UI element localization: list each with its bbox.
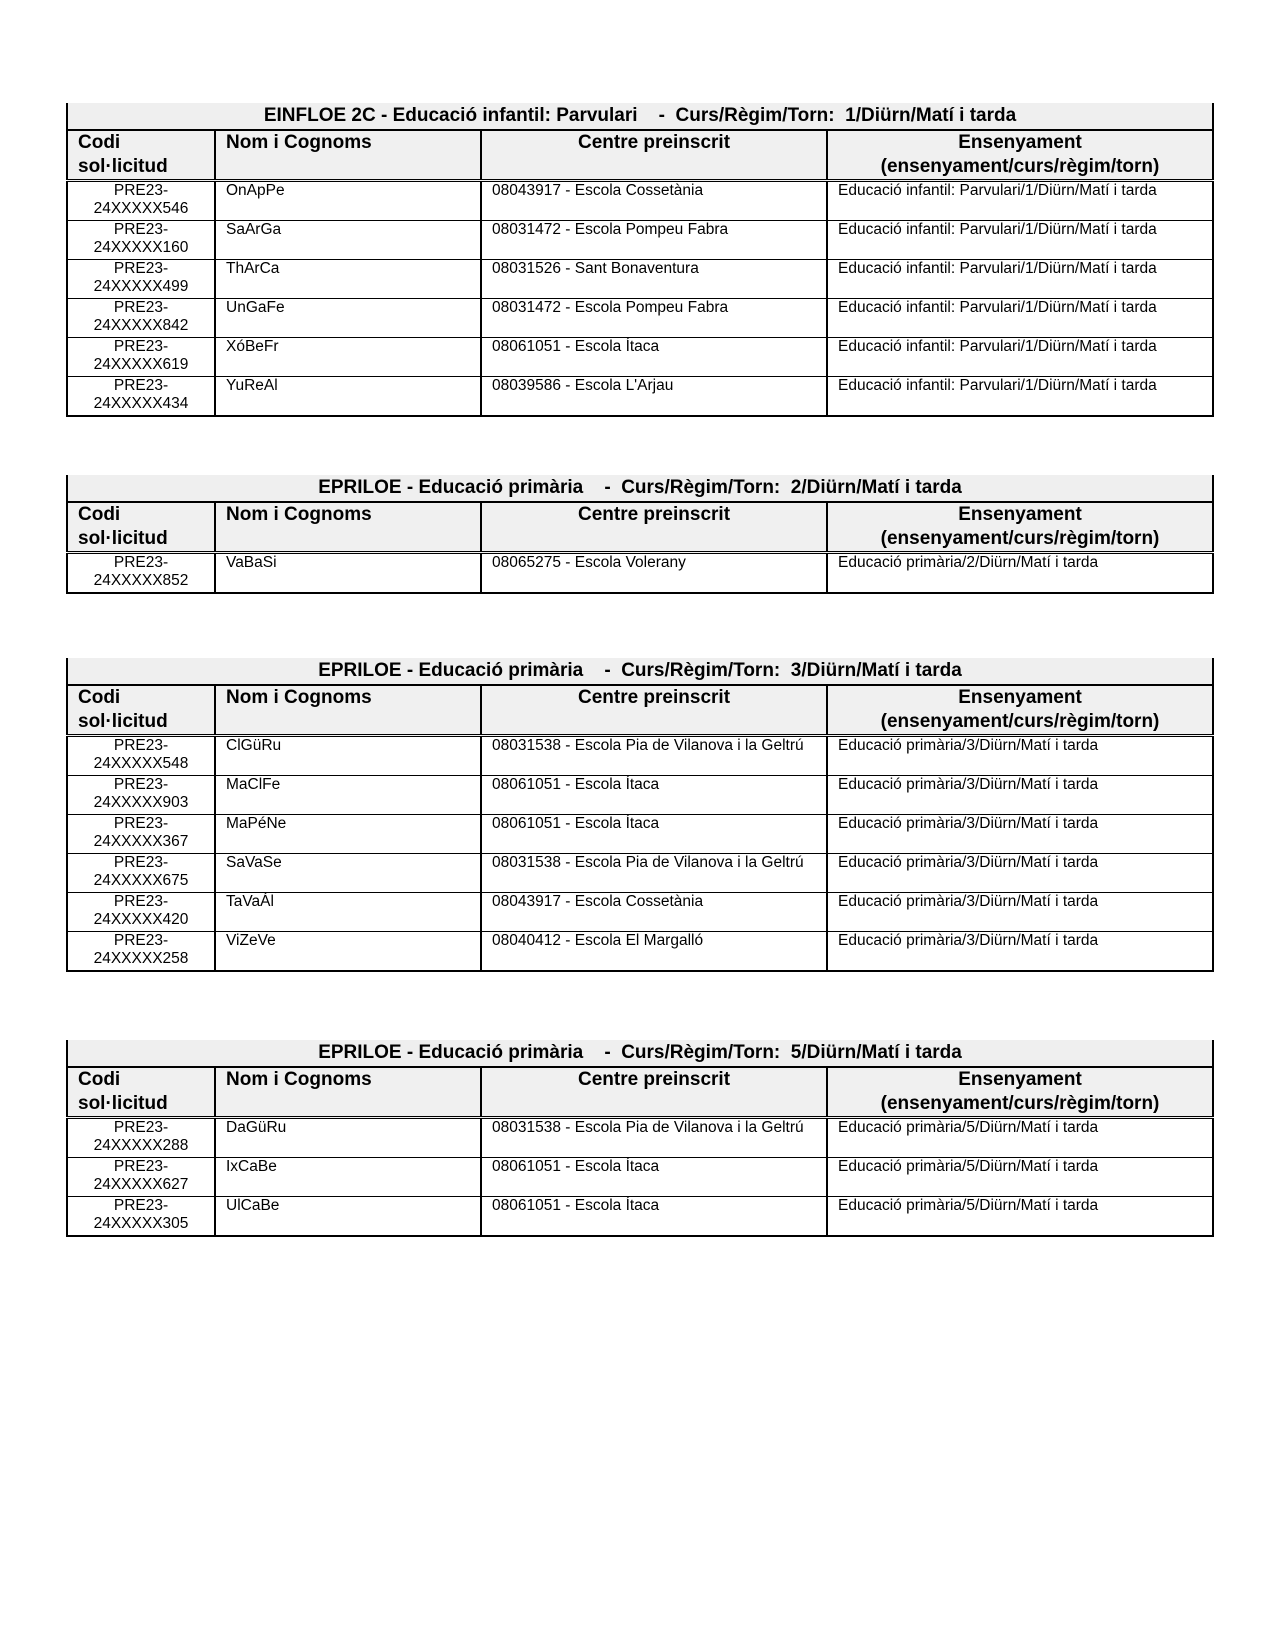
cell-name: VaBaSi <box>215 553 481 594</box>
table-row <box>67 736 1213 776</box>
cell-name: YuReAl <box>215 377 481 417</box>
cell-code: PRE23- 24XXXXX305 <box>67 1197 215 1237</box>
column-header-name: Nom i Cognoms <box>215 1067 481 1118</box>
cell-ensenyament: Educació primària/2/Diürn/Matí i tarda <box>827 553 1213 594</box>
cell-ensenyament: Educació primària/3/Diürn/Matí i tarda <box>827 736 1213 776</box>
column-header-name: Nom i Cognoms <box>215 130 481 181</box>
column-header-centre: Centre preinscrit <box>481 130 827 181</box>
column-header-name: Nom i Cognoms <box>215 685 481 736</box>
section-title: EPRILOE - Educació primària - Curs/Règim/Torn: 2/Diürn/Matí i tarda <box>67 475 1213 502</box>
table-row <box>67 893 1213 932</box>
column-header-code: Codi sol·licitud <box>67 685 215 736</box>
column-header-code: Codi sol·licitud <box>67 502 215 553</box>
column-header-code: Codi sol·licitud <box>67 130 215 181</box>
section-2 <box>66 475 1212 594</box>
section-title: EINFLOE 2C - Educació infantil: Parvulari - Curs/Règim/Torn: 1/Diürn/Matí i tarda <box>67 103 1213 130</box>
cell-name: ClGüRu <box>215 736 481 776</box>
cell-ensenyament: Educació infantil: Parvulari/1/Diürn/Matí i tarda <box>827 299 1213 338</box>
cell-ensenyament: Educació primària/5/Diürn/Matí i tarda <box>827 1158 1213 1197</box>
cell-name: UlCaBe <box>215 1197 481 1237</box>
table-row <box>67 815 1213 854</box>
cell-name: ViZeVe <box>215 932 481 972</box>
cell-ensenyament: Educació primària/5/Diürn/Matí i tarda <box>827 1197 1213 1237</box>
table-row <box>67 181 1213 221</box>
cell-centre: 08043917 - Escola Cossetània <box>481 893 827 932</box>
column-header-ensenyament: Ensenyament (ensenyament/curs/règim/torn) <box>827 502 1213 553</box>
cell-centre: 08043917 - Escola Cossetània <box>481 181 827 221</box>
cell-name: OnApPe <box>215 181 481 221</box>
cell-name: SaVaSe <box>215 854 481 893</box>
table-row <box>67 854 1213 893</box>
table-row <box>67 221 1213 260</box>
applications-table <box>66 658 1214 972</box>
cell-code: PRE23- 24XXXXX420 <box>67 893 215 932</box>
column-header-centre: Centre preinscrit <box>481 1067 827 1118</box>
cell-name: TaVaÁl <box>215 893 481 932</box>
column-header-ensenyament: Ensenyament (ensenyament/curs/règim/torn) <box>827 1067 1213 1118</box>
cell-centre: 08061051 - Escola Ítaca <box>481 1197 827 1237</box>
cell-ensenyament: Educació primària/3/Diürn/Matí i tarda <box>827 776 1213 815</box>
cell-centre: 08031538 - Escola Pia de Vilanova i la Geltrú <box>481 1118 827 1158</box>
table-row <box>67 338 1213 377</box>
cell-ensenyament: Educació infantil: Parvulari/1/Diürn/Matí i tarda <box>827 181 1213 221</box>
table-row <box>67 1118 1213 1158</box>
column-header-ensenyament: Ensenyament (ensenyament/curs/règim/torn) <box>827 130 1213 181</box>
cell-name: XóBeFr <box>215 338 481 377</box>
cell-name: IxCaBe <box>215 1158 481 1197</box>
cell-centre: 08031472 - Escola Pompeu Fabra <box>481 221 827 260</box>
applications-table <box>66 103 1214 417</box>
table-row <box>67 932 1213 972</box>
column-header-code: Codi sol·licitud <box>67 1067 215 1118</box>
table-row <box>67 776 1213 815</box>
cell-code: PRE23- 24XXXXX434 <box>67 377 215 417</box>
cell-name: DaGüRu <box>215 1118 481 1158</box>
section-title: EPRILOE - Educació primària - Curs/Règim/Torn: 5/Diürn/Matí i tarda <box>67 1040 1213 1067</box>
cell-name: UnGaFe <box>215 299 481 338</box>
cell-code: PRE23- 24XXXXX258 <box>67 932 215 972</box>
table-row <box>67 299 1213 338</box>
cell-code: PRE23- 24XXXXX546 <box>67 181 215 221</box>
cell-code: PRE23- 24XXXXX842 <box>67 299 215 338</box>
cell-ensenyament: Educació primària/3/Diürn/Matí i tarda <box>827 932 1213 972</box>
cell-code: PRE23- 24XXXXX367 <box>67 815 215 854</box>
cell-code: PRE23- 24XXXXX160 <box>67 221 215 260</box>
table-row <box>67 1197 1213 1237</box>
column-header-centre: Centre preinscrit <box>481 502 827 553</box>
cell-centre: 08031526 - Sant Bonaventura <box>481 260 827 299</box>
table-row <box>67 553 1213 594</box>
cell-centre: 08061051 - Escola Ítaca <box>481 338 827 377</box>
cell-name: MaClFe <box>215 776 481 815</box>
cell-ensenyament: Educació primària/3/Diürn/Matí i tarda <box>827 854 1213 893</box>
cell-code: PRE23- 24XXXXX288 <box>67 1118 215 1158</box>
column-header-name: Nom i Cognoms <box>215 502 481 553</box>
cell-ensenyament: Educació primària/5/Diürn/Matí i tarda <box>827 1118 1213 1158</box>
cell-name: MaPéNe <box>215 815 481 854</box>
cell-ensenyament: Educació primària/3/Diürn/Matí i tarda <box>827 893 1213 932</box>
cell-centre: 08061051 - Escola Ítaca <box>481 815 827 854</box>
cell-ensenyament: Educació primària/3/Diürn/Matí i tarda <box>827 815 1213 854</box>
table-row <box>67 377 1213 417</box>
cell-ensenyament: Educació infantil: Parvulari/1/Diürn/Matí i tarda <box>827 221 1213 260</box>
cell-code: PRE23- 24XXXXX499 <box>67 260 215 299</box>
cell-centre: 08061051 - Escola Ítaca <box>481 1158 827 1197</box>
table-row <box>67 260 1213 299</box>
section-title: EPRILOE - Educació primària - Curs/Règim/Torn: 3/Diürn/Matí i tarda <box>67 658 1213 685</box>
cell-centre: 08031538 - Escola Pia de Vilanova i la Geltrú <box>481 854 827 893</box>
cell-code: PRE23- 24XXXXX627 <box>67 1158 215 1197</box>
cell-centre: 08031538 - Escola Pia de Vilanova i la Geltrú <box>481 736 827 776</box>
cell-centre: 08061051 - Escola Ítaca <box>481 776 827 815</box>
section-1 <box>66 103 1212 417</box>
applications-table <box>66 475 1214 594</box>
cell-centre: 08065275 - Escola Volerany <box>481 553 827 594</box>
applications-table <box>66 1040 1214 1237</box>
cell-code: PRE23- 24XXXXX903 <box>67 776 215 815</box>
section-4 <box>66 1040 1212 1237</box>
cell-centre: 08039586 - Escola L'Arjau <box>481 377 827 417</box>
cell-code: PRE23- 24XXXXX852 <box>67 553 215 594</box>
cell-code: PRE23- 24XXXXX675 <box>67 854 215 893</box>
column-header-ensenyament: Ensenyament (ensenyament/curs/règim/torn) <box>827 685 1213 736</box>
cell-ensenyament: Educació infantil: Parvulari/1/Diürn/Matí i tarda <box>827 377 1213 417</box>
cell-centre: 08031472 - Escola Pompeu Fabra <box>481 299 827 338</box>
cell-ensenyament: Educació infantil: Parvulari/1/Diürn/Matí i tarda <box>827 338 1213 377</box>
cell-ensenyament: Educació infantil: Parvulari/1/Diürn/Matí i tarda <box>827 260 1213 299</box>
cell-centre: 08040412 - Escola El Margalló <box>481 932 827 972</box>
section-3 <box>66 658 1212 972</box>
table-row <box>67 1158 1213 1197</box>
cell-name: SaArGa <box>215 221 481 260</box>
cell-code: PRE23- 24XXXXX619 <box>67 338 215 377</box>
column-header-centre: Centre preinscrit <box>481 685 827 736</box>
cell-code: PRE23- 24XXXXX548 <box>67 736 215 776</box>
cell-name: ThArCa <box>215 260 481 299</box>
